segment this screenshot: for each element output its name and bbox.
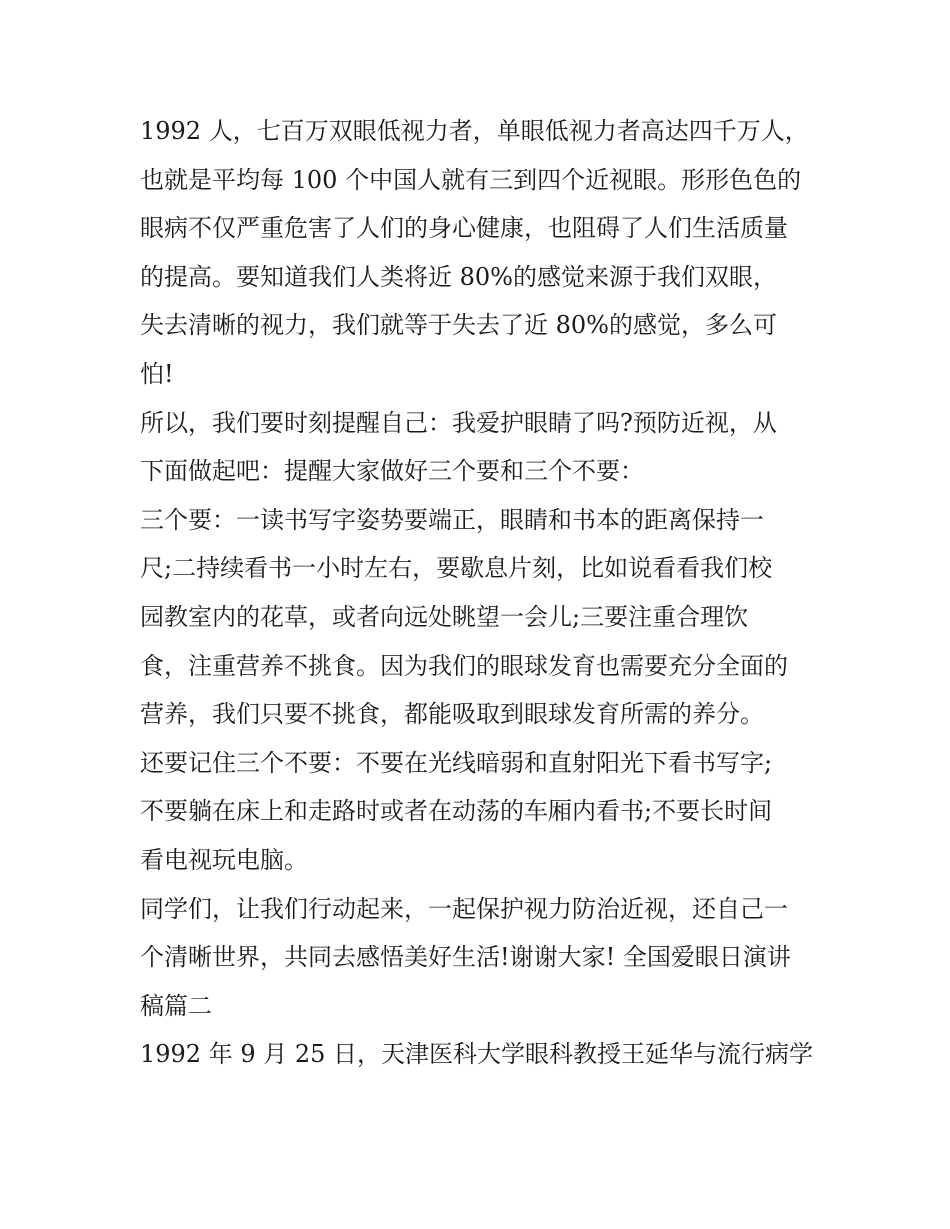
text-line: 园教室内的花草，或者向远处眺望一会儿;三要注重合理饮 bbox=[140, 602, 749, 631]
text-line: 稿篇二 bbox=[140, 991, 212, 1020]
text-line: 怕! bbox=[140, 359, 174, 388]
text-line: 1992 年 9 月 25 日，天津医科大学眼科教授王延华与流行病学 bbox=[140, 1040, 814, 1069]
text-line: 下面做起吧：提醒大家做好三个要和三个不要： bbox=[140, 457, 644, 486]
text-line: 尺;二持续看书一小时左右，要歇息片刻，比如说看看我们校 bbox=[140, 554, 773, 583]
text-line: 眼病不仅严重危害了人们的身心健康，也阻碍了人们生活质量 bbox=[140, 214, 788, 243]
document-body bbox=[140, 107, 820, 1079]
text-line: 1992 人，七百万双眼低视力者，单眼低视力者高达四千万人， bbox=[140, 117, 809, 145]
text-line: 失去清晰的视力，我们就等于失去了近 80%的感觉，多么可 bbox=[140, 311, 777, 340]
text-line: 的提高。要知道我们人类将近 80%的感觉来源于我们双眼， bbox=[140, 262, 777, 291]
text-line: 所以，我们要时刻提醒自己：我爱护眼睛了吗?预防近视，从 bbox=[140, 408, 777, 437]
text-line: 还要记住三个不要：不要在光线暗弱和直射阳光下看书写字; bbox=[140, 748, 773, 777]
text-line: 看电视玩电脑。 bbox=[140, 845, 308, 874]
text-line: 同学们，让我们行动起来，一起保护视力防治近视，还自己一 bbox=[140, 894, 788, 923]
text-line: 也就是平均每 100 个中国人就有三到四个近视眼。形形色色的 bbox=[140, 165, 802, 194]
text-line: 不要躺在床上和走路时或者在动荡的车厢内看书;不要长时间 bbox=[140, 797, 773, 826]
text-line: 三个要：一读书写字姿势要端正，眼睛和书本的距离保持一 bbox=[140, 505, 764, 534]
text-line: 个清晰世界，共同去感悟美好生活!谢谢大家! 全国爱眼日演讲 bbox=[140, 943, 791, 972]
text-line: 食，注重营养不挑食。因为我们的眼球发育也需要充分全面的 bbox=[140, 651, 788, 680]
text-line: 营养，我们只要不挑食，都能吸取到眼球发育所需的养分。 bbox=[140, 700, 764, 729]
